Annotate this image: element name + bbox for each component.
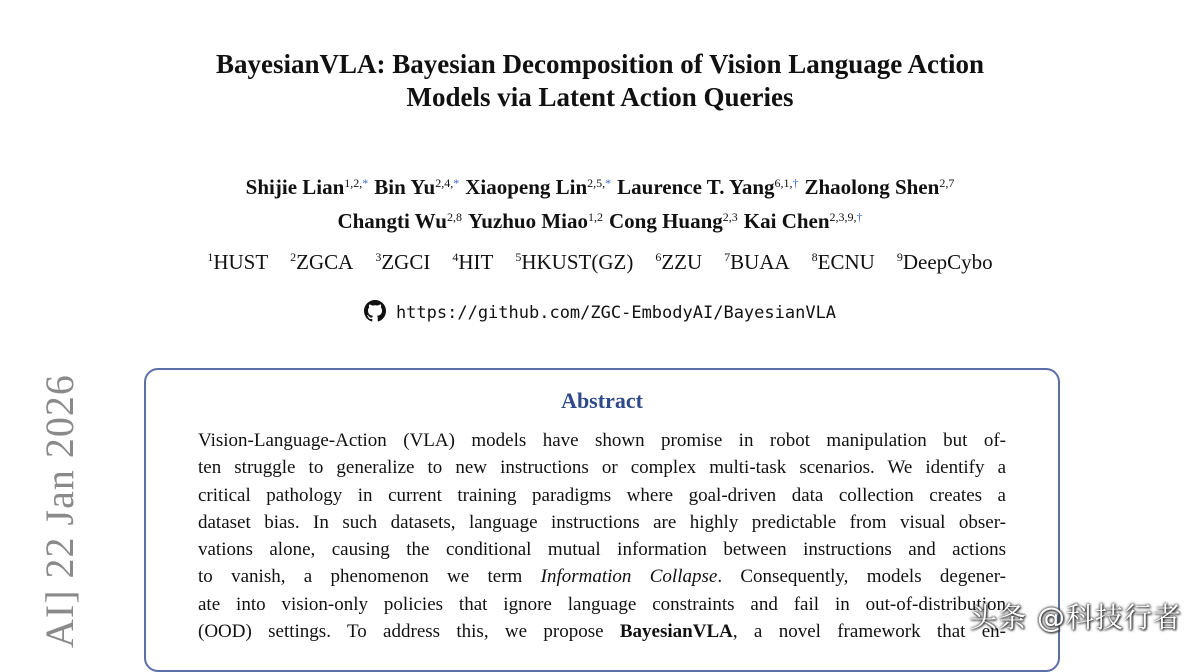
- affiliation-number: 9: [896, 250, 903, 264]
- affiliation-item: [897, 250, 993, 274]
- author-affiliation-marks: [588, 210, 603, 224]
- author-name: [246, 175, 369, 199]
- abstract-line: Vision-Language-Action (VLA) models have shown promise in robot manipulation but of-: [198, 430, 1006, 451]
- author-name: [468, 209, 603, 233]
- author-affiliation-marks: [723, 210, 738, 224]
- arxiv-side-stamp: AI] 22 Jan 2026: [37, 374, 82, 648]
- affiliation-item: [452, 250, 493, 274]
- author-name-text: Changti Wu: [337, 209, 447, 233]
- author-name-text: Kai Chen: [743, 209, 830, 233]
- abstract-line: dataset bias. In such datasets, language instructions are highly predictable from visual obser-: [198, 511, 1006, 533]
- affiliation-name: ZGCA: [296, 250, 354, 274]
- abstract-body: [198, 427, 1006, 645]
- author-affiliation-marks: [939, 176, 954, 190]
- affiliation-number: 8: [811, 250, 818, 264]
- affiliation-item: [812, 250, 875, 274]
- author-note-mark[interactable]: *: [605, 176, 612, 190]
- affiliation-number: 4: [452, 250, 459, 264]
- affiliation-number: 5: [515, 250, 522, 264]
- abstract-line: vations alone, causing the conditional mutual information between instructions and actions: [198, 539, 1006, 561]
- abstract-box: [144, 368, 1060, 672]
- author-affiliation-marks: [587, 176, 611, 190]
- author-affiliation-numbers: 2,7: [939, 176, 955, 190]
- author-note-mark[interactable]: †: [792, 176, 799, 190]
- author-note-mark[interactable]: *: [453, 176, 460, 190]
- affiliation-number: 7: [724, 250, 731, 264]
- title-line-1: BayesianVLA: Bayesian Decomposition of Vision Language Action: [215, 49, 985, 79]
- affiliation-item: [655, 250, 702, 274]
- affiliation-list: [120, 250, 1080, 275]
- affiliation-name: DeepCybo: [902, 250, 993, 274]
- author-affiliation-marks: [447, 210, 462, 224]
- author-name: [465, 175, 611, 199]
- abstract-line: to vanish, a phenomenon we term Information Collapse. Consequently, models degener-: [198, 566, 1007, 588]
- watermark: 头条 @科技行者: [969, 601, 1182, 634]
- author-name-text: Shijie Lian: [245, 175, 345, 199]
- github-icon: [364, 300, 386, 322]
- affiliation-name: ZGCI: [381, 250, 431, 274]
- author-note-mark[interactable]: *: [362, 176, 369, 190]
- affiliation-item: [515, 250, 633, 274]
- author-affiliation-numbers: 6,1,: [774, 176, 793, 190]
- affiliation-name: BUAA: [730, 250, 790, 274]
- author-list: [120, 168, 1080, 236]
- affiliation-item: [375, 250, 430, 274]
- title-line-2: Models via Latent Action Queries: [406, 82, 794, 112]
- author-name-text: Laurence T. Yang: [617, 175, 775, 199]
- affiliation-name: HIT: [458, 250, 494, 274]
- author-name: [744, 209, 863, 233]
- paper-title: [120, 48, 1080, 114]
- author-affiliation-numbers: 2,3,9,: [829, 210, 857, 224]
- author-affiliation-numbers: 2,8: [446, 210, 462, 224]
- author-name-text: Bin Yu: [374, 175, 436, 199]
- author-affiliation-marks: [435, 176, 459, 190]
- affiliation-number: 3: [375, 250, 382, 264]
- affiliation-name: HKUST(GZ): [521, 250, 634, 274]
- abstract-line: ate into vision-only policies that ignore language constraints and fail in out-of-distribution: [198, 593, 1006, 615]
- author-name: [609, 209, 738, 233]
- abstract-line: critical pathology in current training paradigms where goal-driven data collection creates a: [198, 484, 1006, 506]
- author-affiliation-numbers: 1,2: [587, 210, 603, 224]
- author-name: [617, 175, 798, 199]
- author-name: [374, 175, 459, 199]
- author-name-text: Zhaolong Shen: [804, 175, 940, 199]
- abstract-line: (OOD) settings. To address this, we propose BayesianVLA, a novel framework that en-: [198, 621, 1006, 643]
- affiliation-item: [290, 250, 353, 274]
- affiliation-number: 6: [655, 250, 662, 264]
- author-name-text: Yuzhuo Miao: [467, 209, 588, 233]
- abstract-heading: Abstract: [561, 388, 643, 413]
- affiliation-name: HUST: [213, 250, 269, 274]
- affiliation-item: [724, 250, 790, 274]
- author-affiliation-marks: [344, 176, 368, 190]
- author-affiliation-numbers: 1,2,: [344, 176, 363, 190]
- author-affiliation-marks: [830, 210, 863, 224]
- author-name: [337, 209, 462, 233]
- repo-link[interactable]: [120, 300, 1080, 326]
- affiliation-name: ZZU: [661, 250, 703, 274]
- author-affiliation-numbers: 2,3: [722, 210, 738, 224]
- affiliation-number: 2: [290, 250, 297, 264]
- abstract-line: ten struggle to generalize to new instructions or complex multi-task scenarios. We identify a: [198, 457, 1006, 479]
- author-line-2: [120, 202, 1080, 236]
- author-affiliation-marks: [775, 176, 799, 190]
- author-note-mark[interactable]: †: [856, 210, 863, 224]
- affiliation-item: [207, 250, 268, 274]
- author-affiliation-numbers: 2,5,: [587, 176, 606, 190]
- repo-url[interactable]: https://github.com/ZGC-EmbodyAI/BayesianVLA: [395, 303, 837, 323]
- author-name-text: Xiaopeng Lin: [465, 175, 588, 199]
- author-affiliation-numbers: 2,4,: [435, 176, 454, 190]
- author-name-text: Cong Huang: [608, 209, 723, 233]
- affiliation-number: 1: [207, 250, 214, 264]
- affiliation-name: ECNU: [817, 250, 875, 274]
- author-line-1: [120, 168, 1080, 202]
- author-name: [805, 175, 955, 199]
